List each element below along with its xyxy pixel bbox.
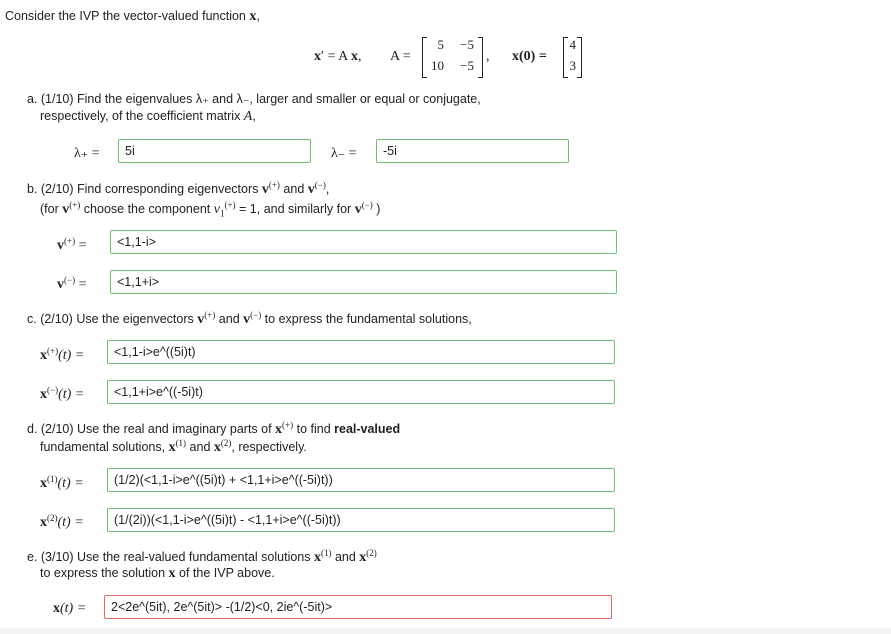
part-b-line1: b. (2/10) Find corresponding eigenvectors v(+) and v(−), — [27, 180, 330, 198]
x1-label: $x^{(1)}(t)$ = — [40, 474, 84, 492]
bottom-scroll-bar — [0, 628, 891, 634]
matrix-a12: −5 — [460, 37, 474, 52]
vplus-input[interactable] — [110, 230, 617, 254]
lambda-plus-label: λ₊ = — [74, 146, 100, 161]
x2-label: $x^{(2)}(t)$ = — [40, 513, 84, 531]
part-a-line1: a. (1/10) Find the eigenvalues λ₊ and λ₋, larger and smaller or equal or conjugate, — [27, 92, 481, 106]
x0-label: x(0) = — [512, 49, 547, 64]
part-e-line2: to express the solution x of the IVP above. — [40, 566, 275, 581]
part-d-line1: d. (2/10) Use the real and imaginary parts of x(+) to find real-valued — [27, 420, 401, 438]
x0-top: 4 — [569, 37, 576, 52]
matrix-a-label: A = — [390, 49, 411, 64]
xt-label: x(t) = — [53, 601, 87, 616]
matrix-a11: 5 — [437, 37, 444, 52]
x0-bottom: 3 — [569, 58, 576, 73]
xplus-label: x(+)(t) = — [40, 346, 85, 364]
part-a-line2: respectively, of the coefficient matrix A, — [40, 109, 256, 124]
vplus-label: v(+) = — [57, 236, 87, 254]
x0-right-bracket — [577, 37, 582, 78]
xplus-input[interactable] — [107, 340, 615, 364]
matrix-a21: 10 — [431, 58, 444, 73]
xt-input[interactable] — [104, 595, 612, 619]
part-e-line1: e. (3/10) Use the real-valued fundamental solutions $x^{(1)}$ and $x^{(2)}$ — [27, 548, 377, 566]
ivp-equation: x′ = A x, — [314, 49, 362, 64]
lambda-minus-label: λ₋ = — [331, 146, 357, 161]
part-d-line2: fundamental solutions, $x^{(1)}$ and $x^{(2)}$, respectively. — [40, 438, 307, 456]
matrix-a22: −5 — [460, 58, 474, 73]
xminus-input[interactable] — [107, 380, 615, 404]
part-b-line2: (for v(+) choose the component $v_1^{(+)} = 1$, and similarly for v(−) ) — [40, 200, 381, 219]
vminus-input[interactable] — [110, 270, 617, 294]
x1-input[interactable] — [107, 468, 615, 492]
matrix-right-bracket — [478, 37, 483, 78]
vminus-label: v(−) = — [57, 275, 87, 293]
x2-input[interactable] — [107, 508, 615, 532]
lambda-plus-input[interactable] — [118, 139, 311, 163]
xminus-label: x(−)(t) = — [40, 385, 85, 403]
lambda-minus-input[interactable] — [376, 139, 569, 163]
part-c-line1: c. (2/10) Use the eigenvectors v(+) and v(−) to express the fundamental solutions, — [27, 310, 472, 328]
intro-text: Consider the IVP the vector-valued function x, — [5, 9, 260, 24]
